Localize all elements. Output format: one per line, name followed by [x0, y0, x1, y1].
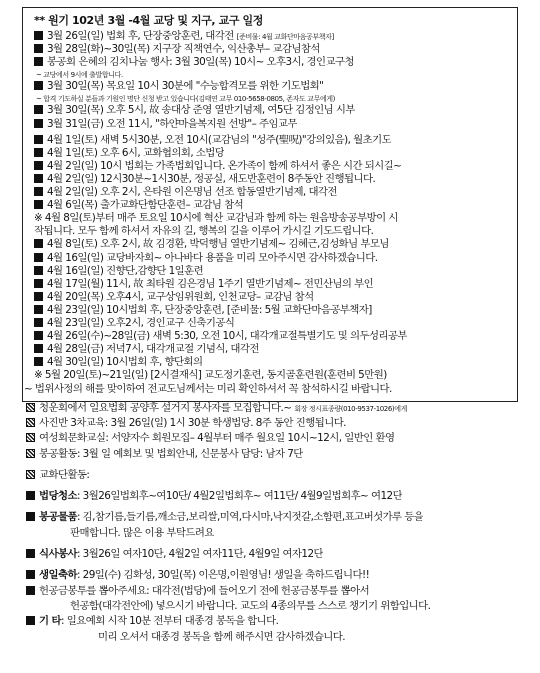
- line-text: 4월 28일(금) 저녁7시, 대각개교절 기념식, 대각전: [47, 343, 259, 356]
- square-bullet-icon: [26, 586, 35, 595]
- schedule-line: [34, 317, 234, 330]
- line-text: 4월 20일(목) 오후4시, 교구상임위원회, 인천교당– 교감님 참석: [47, 290, 314, 303]
- line-text: 청운회에서 일요법회 공양후 설거지 봉사자를 모집합니다.~: [39, 401, 292, 414]
- square-bullet-icon: [34, 305, 43, 314]
- line-text: 3월 31일(금) 오전 11시, "하얀마을복지원 선방"– 주임교무: [47, 117, 297, 130]
- hatched-bullet-icon: [26, 470, 35, 479]
- schedule-line: [34, 330, 407, 343]
- line-text: 미리 오셔서 대종경 봉독을 함께 해주시면 감사하겠습니다.: [98, 630, 345, 643]
- line-footnote: [준비물: 4월 교화단마음공부책자]: [236, 33, 334, 41]
- schedule-line: [26, 469, 89, 482]
- line-text: 교화단활동:: [39, 468, 90, 481]
- schedule-line: [70, 527, 214, 540]
- line-text: 4월 16일(일) 교당바자회~ 아나바다 용품을 미리 모아주시면 감사하겠습니다.: [47, 251, 378, 264]
- line-text: 4월 16일(일) 진향단,감향단 1일훈련: [47, 264, 204, 277]
- line-heading: 기 타: [39, 615, 62, 628]
- line-text: 4월 2일(일) 12시30분~1시30분, 정공실, 새도반훈련이 8주동안 진행됩니다.: [47, 172, 376, 185]
- schedule-line: [34, 225, 373, 238]
- line-text: 4월 6일(목) 출가교화단함단훈련– 교감님 참석: [47, 199, 244, 212]
- square-bullet-icon: [26, 570, 35, 579]
- schedule-line: [98, 631, 345, 644]
- schedule-line: [34, 118, 297, 131]
- line-text: 4월 1일(토) 새벽 5시30분, 오전 10시(교감님의 "성주(聖呪)"강의있음), 월초기도: [47, 133, 392, 146]
- square-bullet-icon: [34, 105, 43, 114]
- line-heading: 봉공물품: [39, 511, 77, 524]
- title-marker: **: [34, 14, 45, 27]
- square-bullet-icon: [26, 491, 35, 500]
- line-text: : 3월26일법회후~여10단/ 4월2일법회후~ 여11단/ 4월9일법회후~ 여12단: [76, 490, 403, 503]
- hatched-bullet-icon: [26, 433, 35, 442]
- schedule-line: [26, 569, 369, 582]
- square-bullet-icon: [34, 279, 43, 288]
- line-text: 사진반 3차교육: 3월 26일(일) 1시 30분 학생법당. 8주 동안 진행됩니다.: [39, 416, 346, 429]
- square-bullet-icon: [34, 331, 43, 340]
- line-text: 3월 28일(화)~30일(목) 지구장 직책연수, 익산총부– 교감님참석: [47, 43, 320, 56]
- line-heading: 생일축하: [39, 569, 77, 582]
- schedule-line: [26, 402, 407, 416]
- line-text: 3월 26일(일) 법회 후, 단장중앙훈련, 대각전: [47, 30, 234, 42]
- line-text: 봉공회 은혜의 김치나눔 행사: 3월 30일(목) 10시~ 오후3시, 경인교구청: [47, 56, 354, 69]
- line-text: 4월 17일(월) 11시, 故 최타원 김은경님 1주기 열반기념제~ 전민산님의 부인: [47, 277, 374, 290]
- schedule-line: [34, 252, 378, 265]
- hatched-bullet-icon: [26, 418, 35, 427]
- line-text: ~ 법위사정의 해를 맞이하여 전교도님께서는 미리 확인하셔서 꼭 참석하시길 바랍니다.: [24, 382, 392, 395]
- line-text: 4월 30일(일) 10시법회 후, 향단회의: [47, 356, 203, 369]
- schedule-line: [34, 80, 323, 93]
- square-bullet-icon: [26, 512, 35, 521]
- schedule-line: [34, 369, 387, 382]
- square-bullet-icon: [34, 81, 43, 90]
- square-bullet-icon: [34, 292, 43, 301]
- line-text: : 29일(수) 김화성, 30일(목) 이은명,이원영님! 생일을 축하드립니다!!: [76, 569, 370, 582]
- schedule-line: [34, 160, 401, 173]
- line-footnote: 회장 정시표종량(010-9537-1026)에게: [294, 404, 407, 413]
- square-bullet-icon: [34, 174, 43, 183]
- schedule-line: [34, 30, 334, 44]
- schedule-line: [34, 265, 203, 278]
- square-bullet-icon: [34, 318, 43, 327]
- title-text: 원기 102년 3월 -4월 교당 및 지구, 교구 일정: [48, 14, 263, 27]
- square-bullet-icon: [34, 57, 43, 66]
- line-text: 4월 8일(토) 오후 2시, 故 김경환, 박덕행님 열반기념제~ 김혜근,김성화님 부모님: [47, 238, 389, 251]
- schedule-line: [34, 304, 372, 317]
- line-text: 봉공활동: 3월 일 예회보 및 법회안내, 신문봉사 담당: 남자 7단: [39, 447, 303, 460]
- square-bullet-icon: [34, 357, 43, 366]
- line-text: 4월 23일(일) 오후2시, 경인교구 신축기공식: [47, 317, 235, 329]
- line-heading: 법당청소: [39, 490, 77, 503]
- schedule-line: [34, 104, 355, 117]
- square-bullet-icon: [34, 44, 43, 53]
- square-bullet-icon: [34, 31, 43, 40]
- line-text: 3월 30일(목) 목요일 10시 30분에 "수능합격모를 위한 기도법회": [47, 80, 324, 93]
- schedule-line: [34, 134, 391, 147]
- schedule-line: [26, 511, 423, 524]
- schedule-line: [34, 147, 224, 160]
- schedule-line: [34, 291, 314, 304]
- schedule-line: [34, 199, 243, 212]
- line-text: 4월 2일(일) 10시 법회는 가족법회입니다. 온가족이 함께 하셔서 좋은 시간 되시길~: [47, 159, 402, 172]
- schedule-line: [34, 56, 354, 69]
- schedule-line: [34, 186, 337, 199]
- schedule-line: [34, 343, 259, 356]
- schedule-title: [34, 12, 263, 28]
- line-text: 5월 20일(토)~21일(일) [2시결재식] 교도정기훈련, 동지골훈련원(훈련비 5만원): [44, 369, 387, 382]
- line-text: 4월 2일(일) 오후 2시, 은타원 이은명님 선조 합동열반기념제, 대각전: [47, 186, 337, 198]
- line-text: 4월 23일(일) 10시법회 후, 단장중앙훈련, [준비물: 5월 교화단마음공부책자]: [47, 303, 372, 316]
- hatched-bullet-icon: [26, 449, 35, 458]
- reference-mark-icon: ※: [34, 369, 45, 382]
- square-bullet-icon: [34, 253, 43, 262]
- line-text: 4월 1일(토) 오후 6시, 교화협의회, 소법당: [47, 146, 225, 159]
- schedule-line: [26, 585, 369, 598]
- square-bullet-icon: [26, 549, 35, 558]
- line-text: ~ 합격 기도하실 분들과 기원인 명단 신청 받고 있습니다(김태연 교무 010-5658-0805, 존자도 교무에게): [36, 95, 336, 104]
- line-text: 헌공함(대각전안에) 넣으시기 바랍니다. 교도의 4종의무를 스스로 챙기기 위함입니다.: [70, 599, 431, 612]
- schedule-line: [26, 490, 402, 503]
- line-text: ~ 교당에서 9시에 출발합니다.: [36, 71, 123, 80]
- schedule-line: [26, 417, 346, 430]
- line-text: 3월 30일(목) 오후 5시, 故 송대상 준영 열반기념제, 여5단 김정인님 시부: [47, 104, 355, 117]
- square-bullet-icon: [34, 239, 43, 248]
- schedule-line: [70, 600, 430, 613]
- line-text: : 일요예회 시작 10분 전부터 대종경 봉독을 합니다.: [61, 615, 279, 628]
- square-bullet-icon: [26, 616, 35, 625]
- square-bullet-icon: [34, 161, 43, 170]
- square-bullet-icon: [34, 187, 43, 196]
- schedule-line: [26, 548, 323, 561]
- schedule-line: [26, 432, 394, 445]
- line-heading: 식사봉사: [39, 548, 77, 560]
- square-bullet-icon: [34, 119, 43, 128]
- square-bullet-icon: [34, 200, 43, 209]
- schedule-line: [24, 383, 392, 396]
- line-text: 여성회문화교실: 서양자수 회원모집– 4월부터 매주 월요일 10시~12시, 일반인 환영: [39, 432, 395, 445]
- schedule-line: [26, 615, 278, 628]
- schedule-line: [26, 448, 303, 461]
- line-text: 헌공금봉투를 뽑아주세요: 대각전(법당)에 들어오기 전에 헌공금봉투를 뽑아서: [39, 584, 370, 597]
- line-text: 작됩니다. 모두 함께 하셔서 자유의 길, 행복의 길을 이루어 가시길 기도드립니다.: [34, 225, 374, 238]
- schedule-line: [34, 356, 202, 369]
- hatched-bullet-icon: [26, 403, 35, 412]
- reference-mark-icon: ※: [34, 212, 45, 225]
- schedule-line: [34, 238, 389, 251]
- square-bullet-icon: [34, 148, 43, 157]
- line-text: 판매합니다. 많은 이용 부탁드려요: [70, 526, 214, 539]
- schedule-line: [34, 43, 320, 56]
- schedule-line: [34, 278, 373, 291]
- line-text: 4월 8일(토)부터 매주 토요일 10시에 혁산 교감님과 함께 하는 원음방송공부방이 시: [44, 212, 398, 225]
- line-text: 4월 26일(수)~28일(금) 새벽 5:30, 오전 10시, 대각개교절특별기도 및 의두성리공부: [47, 330, 407, 343]
- square-bullet-icon: [34, 344, 43, 353]
- square-bullet-icon: [34, 266, 43, 275]
- line-text: : 김,참기름,들기름,깨소금,보리쌀,미역,다시마,낙지젓갈,소함편,표고버섯가루 등을: [76, 511, 424, 524]
- schedule-line: [34, 212, 398, 225]
- square-bullet-icon: [34, 135, 43, 144]
- line-text: : 3월26일 여자10단, 4월2일 여자11단, 4월9일 여자12단: [76, 548, 324, 560]
- schedule-line: [34, 173, 375, 186]
